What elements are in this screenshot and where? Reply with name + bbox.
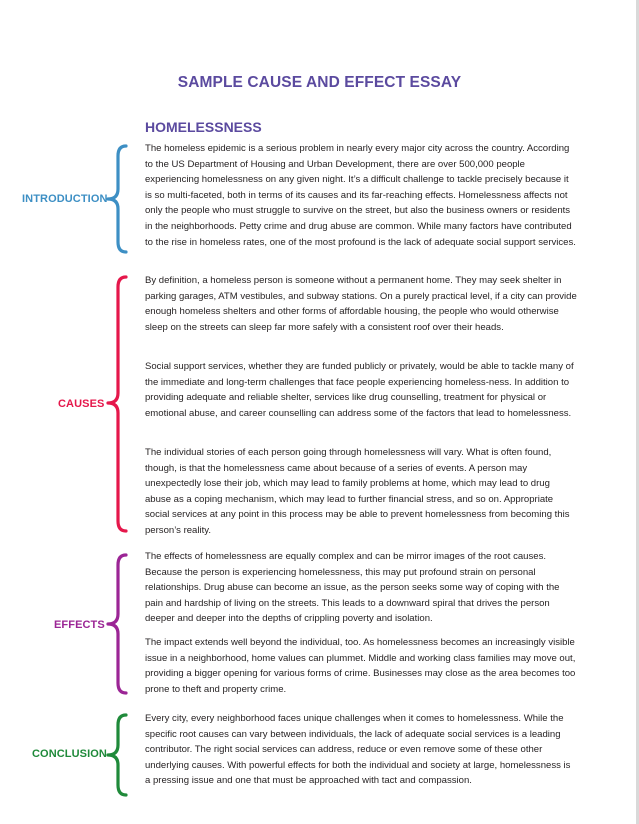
introduction-label: INTRODUCTION <box>22 193 108 205</box>
causes-paragraph-2: Social support services, whether they are funded publicly or privately, would be able to tackle many of the immediate and long-term challenges that face people experiencing homeless-ness. In addition to providing adequate and reliable shelter, services like drug counselling, treatment for physical or emotional abuse, and career counselling can address some of the factors that lead to homelessness. <box>145 361 574 419</box>
page-title: SAMPLE CAUSE AND EFFECT ESSAY <box>177 74 462 91</box>
introduction-brace <box>104 144 128 254</box>
effects-paragraph-1: The effects of homelessness are equally complex and can be mirror images of the root causes. Because the person is experiencing homelessness, this may put profound strain on personal relationships. Drug abuse can become an issue, as the person seeks some way of coping with the pain and hardship of living on the streets. This leads to a downward spiral that drives the person deeper and deeper into the depths of crippling poverty and isolation. <box>145 551 560 625</box>
effects-brace <box>104 553 128 695</box>
causes-label: CAUSES <box>58 398 105 410</box>
essay-subtitle: HOMELESSNESS <box>145 119 262 135</box>
causes-paragraph-3: The individual stories of each person going through homelessness will vary. What is often found, though, is that the homelessness came about because of a series of events. A person may unexpectedly lose their job, which may lead to family problems at home, which may lead to drug abuse as a coping mechanism, which may lead to further financial stress, and so on. Appropriate social services at any point in this process may be able to prevent homelessness from becoming this person’s reality. <box>145 447 570 536</box>
causes-brace <box>104 275 128 533</box>
conclusion-brace <box>104 713 128 797</box>
conclusion-label: CONCLUSION <box>32 748 107 760</box>
introduction-paragraph-1: The homeless epidemic is a serious problem in nearly every major city across the country. According to the US Department of Housing and Urban Development, there are over 500,000 people experiencing homelessness on any given night. It’s a difficult challenge to tackle precisely because it is so multi-faceted, both in terms of its causes and its far-reaching effects. Homelessness affects not only the people who must struggle to survive on the street, but also the business owners or residents in the neighborhoods. Petty crime and drug abuse are common. While many factors have contributed to the rise in homeless rates, one of the most profound is the lack of adequate social support services. <box>145 143 576 248</box>
conclusion-paragraph-1: Every city, every neighborhood faces unique challenges when it comes to homelessness. While the specific root causes can vary between individuals, the lack of adequate social services is a leading contributor. The right social services can address, reduce or even remove some of these other underlying causes. With powerful effects for both the individual and society at large, homelessness is a pressing issue and one that must be approached with tact and compassion. <box>145 713 571 787</box>
causes-paragraph-1: By definition, a homeless person is someone without a permanent home. They may seek shelter in parking garages, ATM vestibules, and subway stations. On a purely practical level, if a city can provide enough homeless shelters and other forms of affordable housing, the people who would otherwise sleep on the streets can sleep far more safely with a consistent roof over their heads. <box>145 275 577 333</box>
effects-paragraph-2: The impact extends well beyond the individual, too. As homelessness becomes an increasingly visible issue in a neighborhood, home values can plummet. Middle and working class families may move out, providing a bigger opening for various forms of crime. Businesses may close as the area becomes too prone to theft and property crime. <box>145 637 576 695</box>
effects-label: EFFECTS <box>54 619 105 631</box>
